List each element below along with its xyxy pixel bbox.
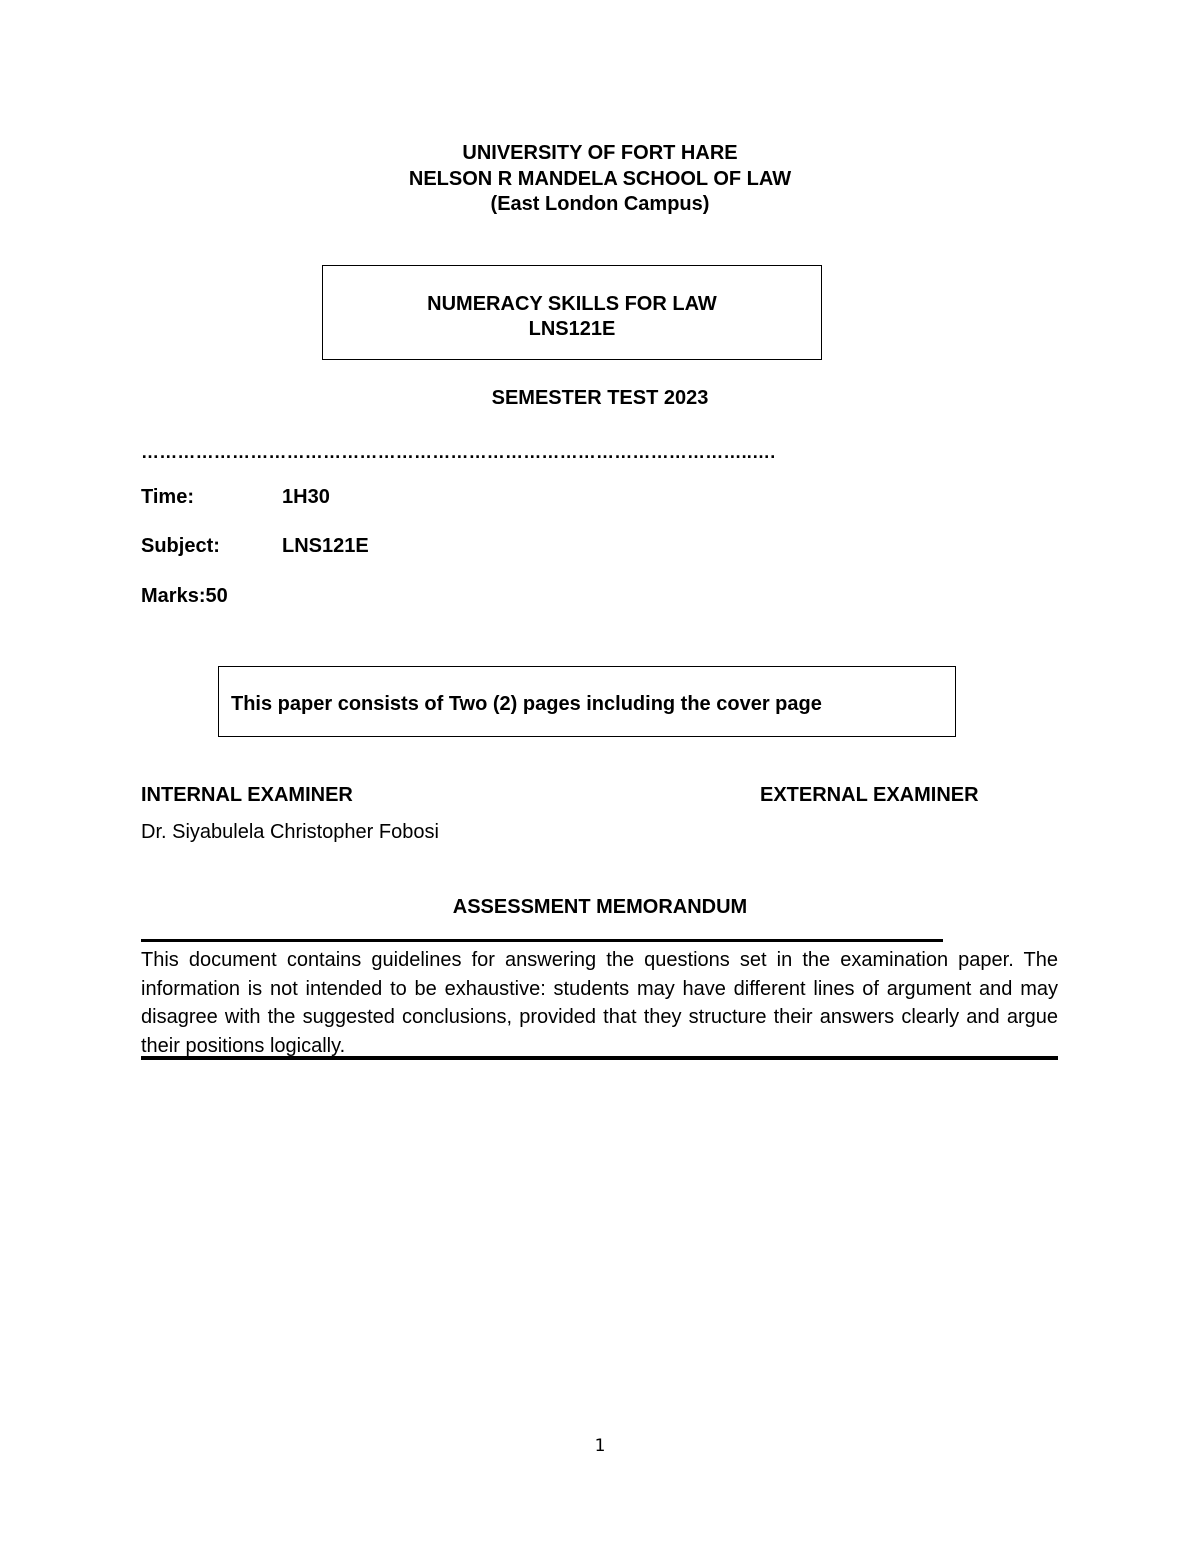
subject-value: LNS121E (282, 535, 369, 557)
page-number: 1 (594, 1436, 606, 1456)
pages-note: This paper consists of Two (2) pages including the cover page (231, 693, 822, 715)
test-title: SEMESTER TEST 2023 (491, 387, 709, 409)
external-examiner-heading: EXTERNAL EXAMINER (760, 784, 979, 806)
university-name: UNIVERSITY OF FORT HARE (462, 142, 738, 164)
campus-name: (East London Campus) (490, 193, 710, 215)
dotted-separator: ………………………………………………………………………………………..…. (141, 442, 776, 462)
course-title: NUMERACY SKILLS FOR LAW (427, 293, 717, 315)
marks-label: Marks:50 (141, 585, 228, 607)
time-label: Time: (141, 486, 194, 508)
memorandum-heading: ASSESSMENT MEMORANDUM (452, 896, 748, 918)
internal-examiner-heading: INTERNAL EXAMINER (141, 784, 353, 806)
course-code: LNS121E (528, 318, 616, 340)
memorandum-top-rule (141, 939, 943, 942)
pages-note-box (218, 666, 956, 737)
time-value: 1H30 (282, 486, 330, 508)
subject-label: Subject: (141, 535, 220, 557)
memorandum-bottom-rule (141, 1056, 1058, 1060)
memorandum-text: This document contains guidelines for answering the questions set in the examination paper. The information is not intended to be exhaustive: students may have different lines of argument and may disagree with the suggested conclusions, provided that they structure their answers clearly and argue their positions logically. (141, 949, 1058, 1057)
school-name: NELSON R MANDELA SCHOOL OF LAW (408, 168, 792, 190)
course-box (322, 265, 822, 360)
internal-examiner-name: Dr. Siyabulela Christopher Fobosi (141, 821, 439, 843)
